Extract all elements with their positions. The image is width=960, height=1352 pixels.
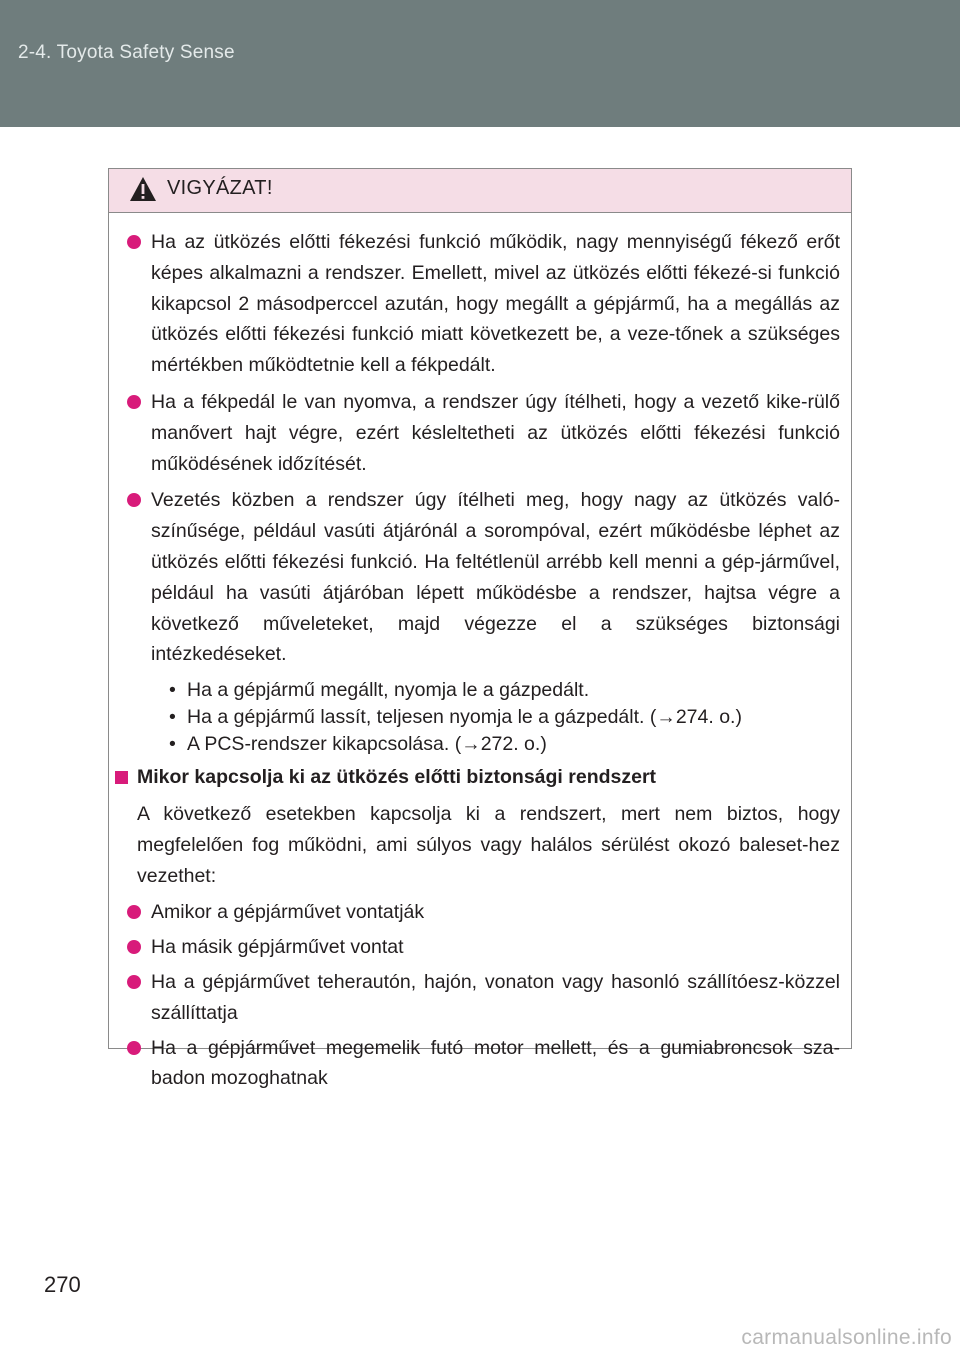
- sub-list: [123, 677, 840, 758]
- bullet-dot-icon: [127, 905, 141, 919]
- section-heading: Mikor kapcsolja ki az ütközés előtti biztonsági rendszert: [123, 762, 840, 793]
- list-item: Ha az ütközés előtti fékezési funkció működik, nagy mennyiségű fékező erőt képes alkalmazni a rendszer. Emellett, mivel az ütközés előtti fékezé-si funkció kikapcsol 2 másodperccel azután, hogy megállt a gépjármű, ha a megállás az ütközés előtti fékezési funkció miatt következett be, a veze-tőnek a szükséges mértékben működtetnie kell a fékpedált.: [123, 227, 840, 381]
- list-item: Ha másik gépjárművet vontat: [123, 932, 840, 963]
- bullet-dot-icon: [127, 1041, 141, 1055]
- watermark: carmanualsonline.info: [741, 1326, 952, 1349]
- bullet-dot-icon: [127, 940, 141, 954]
- caution-content: [109, 213, 851, 1094]
- caution-header: [109, 169, 851, 213]
- list-item: Ha a gépjárművet megemelik futó motor mellett, és a gumiabroncsok sza-badon mozoghatnak: [123, 1033, 840, 1095]
- sub-list-item: • Ha a gépjármű lassít, teljesen nyomja le a gázpedált. (→274. o.): [169, 704, 840, 731]
- list-item: Ha a gépjárművet teherautón, hajón, vonaton vagy hasonló szállítóesz-közzel szállíttatja: [123, 967, 840, 1029]
- warning-triangle-icon: [129, 176, 157, 202]
- sub-list-item: • Ha a gépjármű megállt, nyomja le a gázpedált.: [169, 677, 840, 704]
- square-bullet-icon: [115, 771, 128, 784]
- header-band: [0, 0, 960, 127]
- section-intro: A következő esetekben kapcsolja ki a rendszert, mert nem biztos, hogy megfelelően fog működni, ami súlyos vagy halálos sérülést okozó baleset-hez vezethet:: [137, 802, 840, 887]
- bullet-dot-icon: [127, 395, 141, 409]
- section-title: 2-4. Toyota Safety Sense: [18, 42, 235, 63]
- bullet-dot-icon: [127, 493, 141, 507]
- caution-title: VIGYÁZAT!: [167, 177, 273, 199]
- list-item: Amikor a gépjárművet vontatják: [123, 897, 840, 928]
- page-number: 270: [44, 1272, 81, 1297]
- list-item: Ha a fékpedál le van nyomva, a rendszer úgy ítélheti, hogy a vezető kike-rülő manővert hajt végre, ezért késleltetheti az ütközés előtti fékezési funkció működésének időzítését.: [123, 387, 840, 479]
- list-item: Vezetés közben a rendszer úgy ítélheti meg, hogy nagy az ütközés való-színűsége, például vasúti átjárónál a sorompóval, ezért működésbe léphet az ütközés előtti fékezési funkció. Ha feltétlenül arrébb kell menni a gép-járművel, például ha vasúti átjáróban lépett működésbe a rendszer, hajtsa végre a következő műveleteket, majd végezze el a szükséges biztonsági intézkedéseket.: [123, 485, 840, 670]
- caution-box: [108, 168, 852, 1090]
- sub-list-item: • A PCS-rendszer kikapcsolása. (→272. o.): [169, 731, 840, 758]
- bullet-dot-icon: [127, 975, 141, 989]
- bullet-dot-icon: [127, 235, 141, 249]
